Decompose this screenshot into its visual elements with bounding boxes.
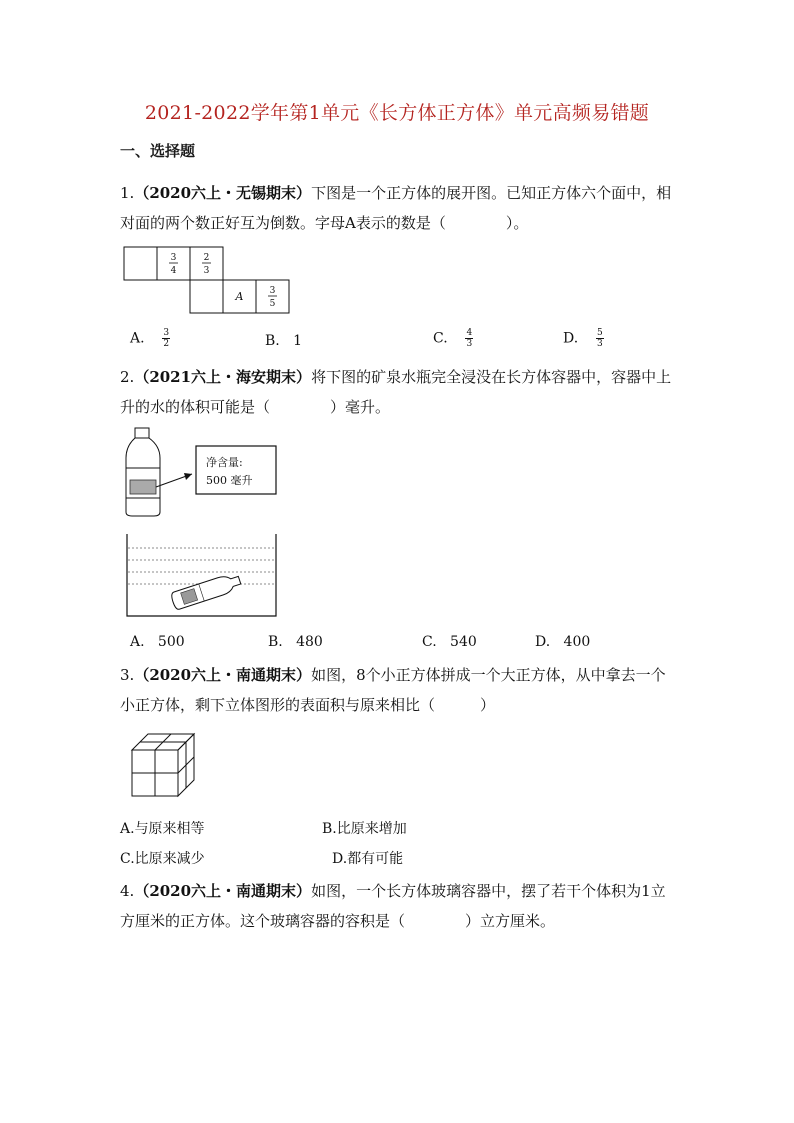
- question-text: 如图，8个小正方体拼成一个大正方体，从中拿去一个小正方体，剩下立体图形的表面积与原来相比（ ）: [120, 666, 666, 714]
- cube-net-figure: [120, 244, 290, 316]
- question-3: [120, 660, 680, 720]
- option-a[interactable]: A. 500: [130, 634, 185, 650]
- option-b[interactable]: B. 480: [268, 634, 323, 650]
- question-1: [120, 178, 680, 238]
- question-number: 2.: [120, 368, 135, 386]
- question-source: （2021六上・海安期末）: [134, 368, 312, 386]
- question-2: [120, 362, 680, 422]
- water-bottle-figure: [118, 424, 288, 518]
- option-a[interactable]: A. $\frac{3}{2}$: [130, 328, 170, 349]
- question-4: [120, 876, 680, 936]
- option-d[interactable]: D.都有可能: [332, 851, 404, 867]
- net-fraction-num: 3: [170, 253, 177, 263]
- net-fraction-den: 5: [269, 299, 276, 309]
- option-b[interactable]: B. 1: [265, 333, 303, 349]
- question-text: 如图，一个长方体玻璃容器中，摆了若干个体积为1立方厘米的正方体。这个玻璃容器的容积是（ ）立方厘米。: [120, 882, 666, 930]
- net-letter-a: A: [235, 290, 244, 303]
- option-d[interactable]: D. $\frac{5}{3}$: [563, 328, 603, 349]
- cube-figure: [128, 730, 198, 802]
- fraction: $\frac{3}{2}$: [163, 328, 170, 349]
- question-text: 下图是一个正方体的展开图。已知正方体六个面中，相对面的两个数正好互为倒数。字母A表示的数是（ ）。: [120, 184, 672, 232]
- net-fraction-den: 3: [203, 266, 210, 276]
- fraction: $\frac{4}{3}$: [466, 328, 473, 349]
- label-line2: 500 毫升: [206, 474, 253, 487]
- fraction: $\frac{5}{3}$: [597, 328, 603, 349]
- section-heading: 一、选择题: [120, 142, 196, 160]
- option-b[interactable]: B.比原来增加: [322, 821, 407, 837]
- page-title: 2021-2022学年第1单元《长方体正方体》单元高频易错题: [144, 102, 650, 124]
- question-text: 将下图的矿泉水瓶完全浸没在长方体容器中，容器中上升的水的体积可能是（ ）毫升。: [120, 368, 672, 416]
- option-c[interactable]: C. 540: [422, 634, 477, 650]
- question-source: （2020六上・南通期末）: [134, 882, 312, 900]
- question-source: （2020六上・无锡期末）: [134, 184, 312, 202]
- question-number: 1.: [120, 184, 135, 202]
- net-fraction-num: 2: [203, 253, 210, 263]
- label-line1: 净含量:: [206, 456, 243, 469]
- question-number: 4.: [120, 882, 135, 900]
- net-fraction-den: 4: [170, 266, 177, 276]
- option-c[interactable]: C. $\frac{4}{3}$: [433, 328, 473, 349]
- option-a[interactable]: A.与原来相等: [120, 821, 205, 837]
- question-number: 3.: [120, 666, 135, 684]
- net-fraction-num: 3: [269, 286, 276, 296]
- option-c[interactable]: C.比原来减少: [120, 851, 205, 867]
- container-figure: [122, 532, 282, 622]
- question-source: （2020六上・南通期末）: [134, 666, 312, 684]
- option-d[interactable]: D. 400: [535, 634, 591, 650]
